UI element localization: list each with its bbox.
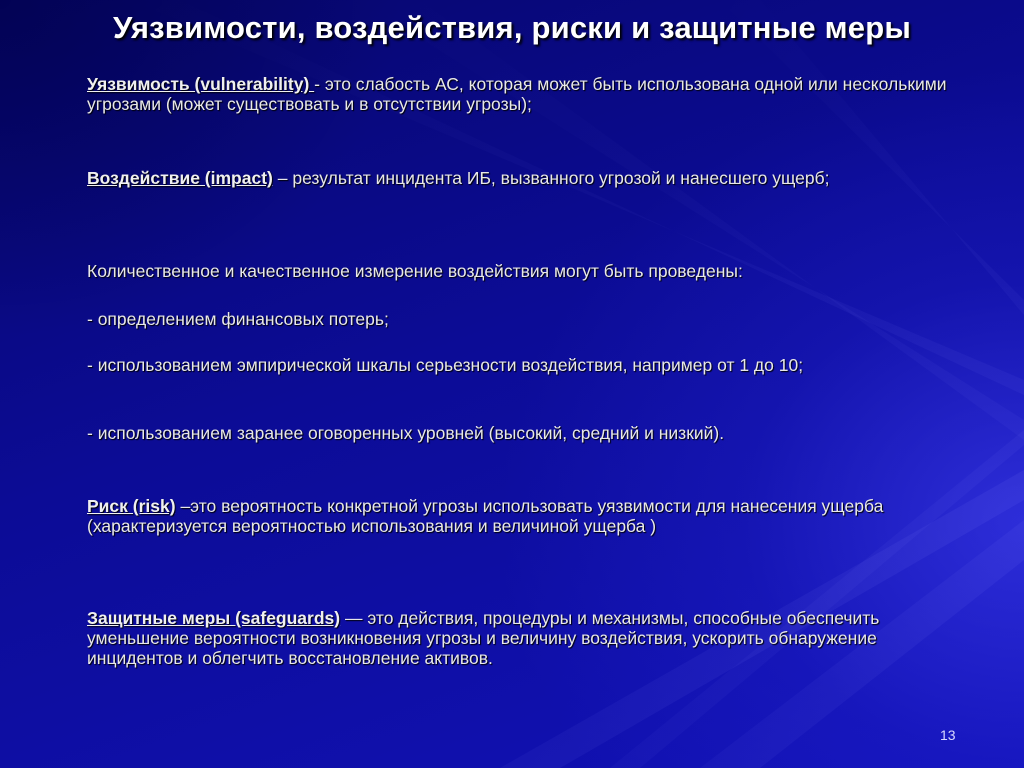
safeguards-definition: [87, 608, 957, 668]
risk-term: Риск (risk): [87, 496, 176, 516]
page-number: 13: [940, 727, 956, 743]
measurement-item: - использованием эмпирической шкалы серьезности воздействия, например от 1 до 10;: [87, 355, 804, 375]
slide-title: Уязвимости, воздействия, риски и защитные меры: [112, 10, 912, 45]
impact-definition: [87, 168, 957, 188]
risk-text: –это вероятность конкретной угрозы использовать уязвимости для нанесения ущерба (характеризуется вероятностью использования и величиной ущерба ): [87, 496, 884, 536]
vulnerability-text: - это слабость АС, которая может быть использована одной или несколькими угрозами (может существовать и в отсутствии угрозы);: [87, 74, 947, 114]
measurement-item: - использованием заранее оговоренных уровней (высокий, средний и низкий).: [87, 423, 725, 443]
risk-definition: [87, 496, 957, 536]
vulnerability-definition: [87, 74, 957, 114]
measurement-intro: Количественное и качественное измерение воздействия могут быть проведены:: [87, 261, 743, 281]
measurement-item: - определением финансовых потерь;: [87, 309, 389, 329]
impact-term: Воздействие (impact): [87, 168, 273, 188]
impact-text: – результат инцидента ИБ, вызванного угрозой и нанесшего ущерб;: [272, 168, 830, 188]
safeguards-text: — это действия, процедуры и механизмы, способные обеспечить уменьшение вероятности возникновения угрозы и величину воздействия, ускорить обнаружение инцидентов и облегчить восстановление активов.: [87, 608, 880, 668]
safeguards-term: Защитные меры (safeguards): [87, 608, 341, 628]
vulnerability-term: Уязвимость (vulnerability): [87, 74, 315, 94]
